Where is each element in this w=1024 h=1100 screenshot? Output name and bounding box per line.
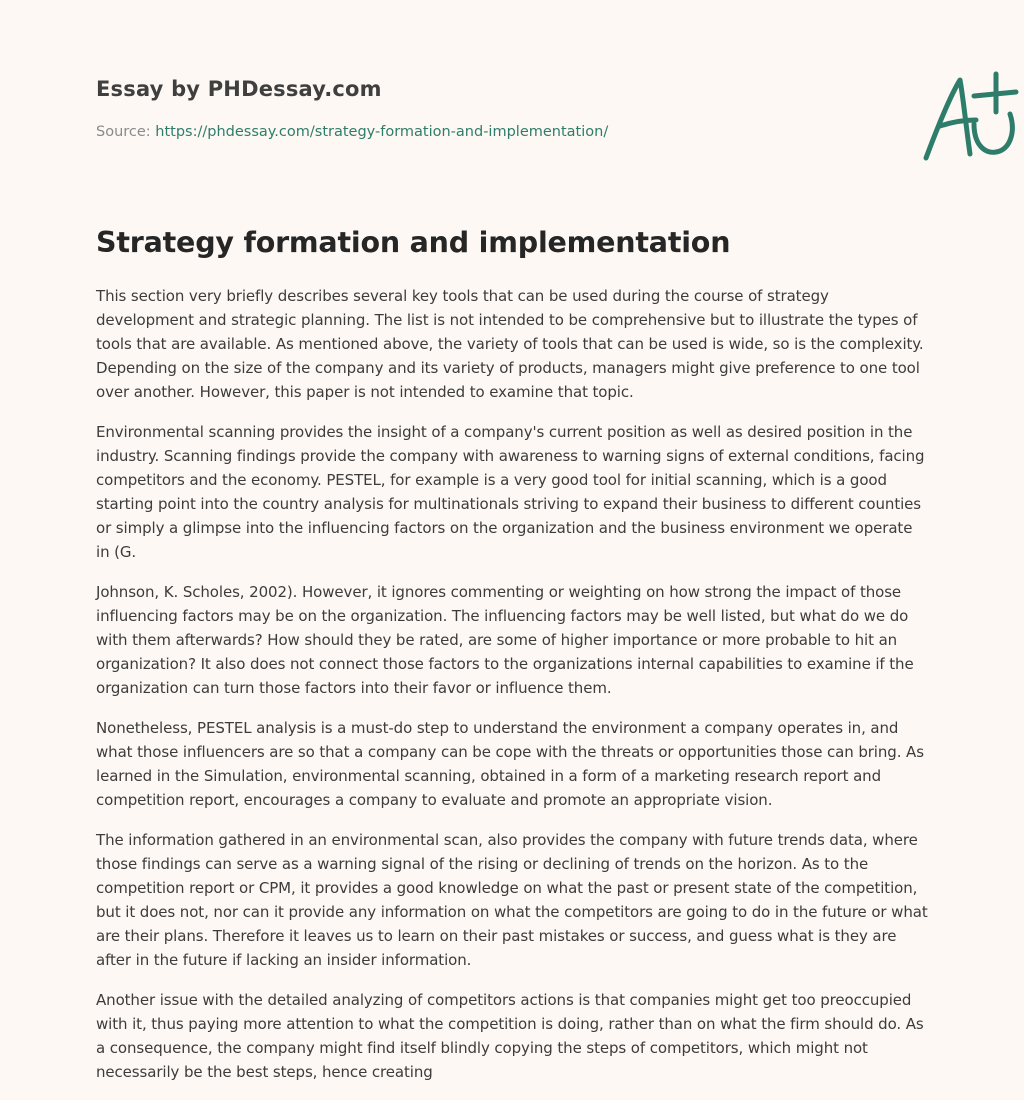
a-plus-logo-icon <box>916 66 1024 166</box>
essay-paragraph: Nonetheless, PESTEL analysis is a must-do step to understand the environment a company operates in, and what those influencers are so that a company can be cope with the threats or opportunities those can bring. As learned in the Simulation, environmental scanning, obtained in a form of a marketing research report and competition report, encourages a company to evaluate and promote an appropriate vision. <box>96 719 924 809</box>
source-link[interactable]: https://phdessay.com/strategy-formation-and-implementation/ <box>155 124 609 140</box>
source-label: Source: <box>96 124 156 140</box>
essay-paragraph: Johnson, K. Scholes, 2002). However, it ignores commenting or weighting on how strong the impact of those influencing factors may be on the organization. The influencing factors may be well listed, but what do we do with them afterwards? How should they be rated, are some of higher importance or more probable to hit an organization? It also does not connect those factors to the organizations internal capabilities to examine if the organization can turn those factors into their favor or influence them. <box>96 583 914 697</box>
essay-paragraph: The information gathered in an environmental scan, also provides the company with future trends data, where those findings can serve as a warning signal of the rising or declining of trends on the horizon. As to the competition report or CPM, it provides a good knowledge on what the past or present state of the competition, but it does not, nor can it provide any information on what the competitors are going to do in the future or what are their plans. Therefore it leaves us to learn on their past mistakes or success, and guess what is they are after in the future if lacking an insider information. <box>96 831 928 969</box>
essay-title: Strategy formation and implementation <box>96 226 731 259</box>
site-title: Essay by PHDessay.com <box>96 77 382 101</box>
essay-paragraph: This section very briefly describes several key tools that can be used during the course of strategy development and strategic planning. The list is not intended to be comprehensive but to illustrate the types of tools that are available. As mentioned above, the variety of tools that can be used is wide, so is the complexity. Depending on the size of the company and its variety of products, managers might give preference to one tool over another. However, this paper is not intended to examine that topic. <box>96 287 924 401</box>
essay-paragraph: Environmental scanning provides the insight of a company's current position as well as desired position in the industry. Scanning findings provide the company with awareness to warning signs of external conditions, facing competitors and the economy. PESTEL, for example is a very good tool for initial scanning, which is a good starting point into the country analysis for multinationals striving to expand their business to different counties or simply a glimpse into the influencing factors on the organization and the business environment we operate in (G. <box>96 423 925 561</box>
source-line <box>96 124 608 140</box>
essay-paragraph: Another issue with the detailed analyzing of competitors actions is that companies might get too preoccupied with it, thus paying more attention to what the competition is doing, rather than on what the firm should do. As a consequence, the company might find itself blindly copying the steps of competitors, which might not necessarily be the best steps, hence creating <box>96 991 924 1081</box>
essay-body <box>96 284 928 1100</box>
